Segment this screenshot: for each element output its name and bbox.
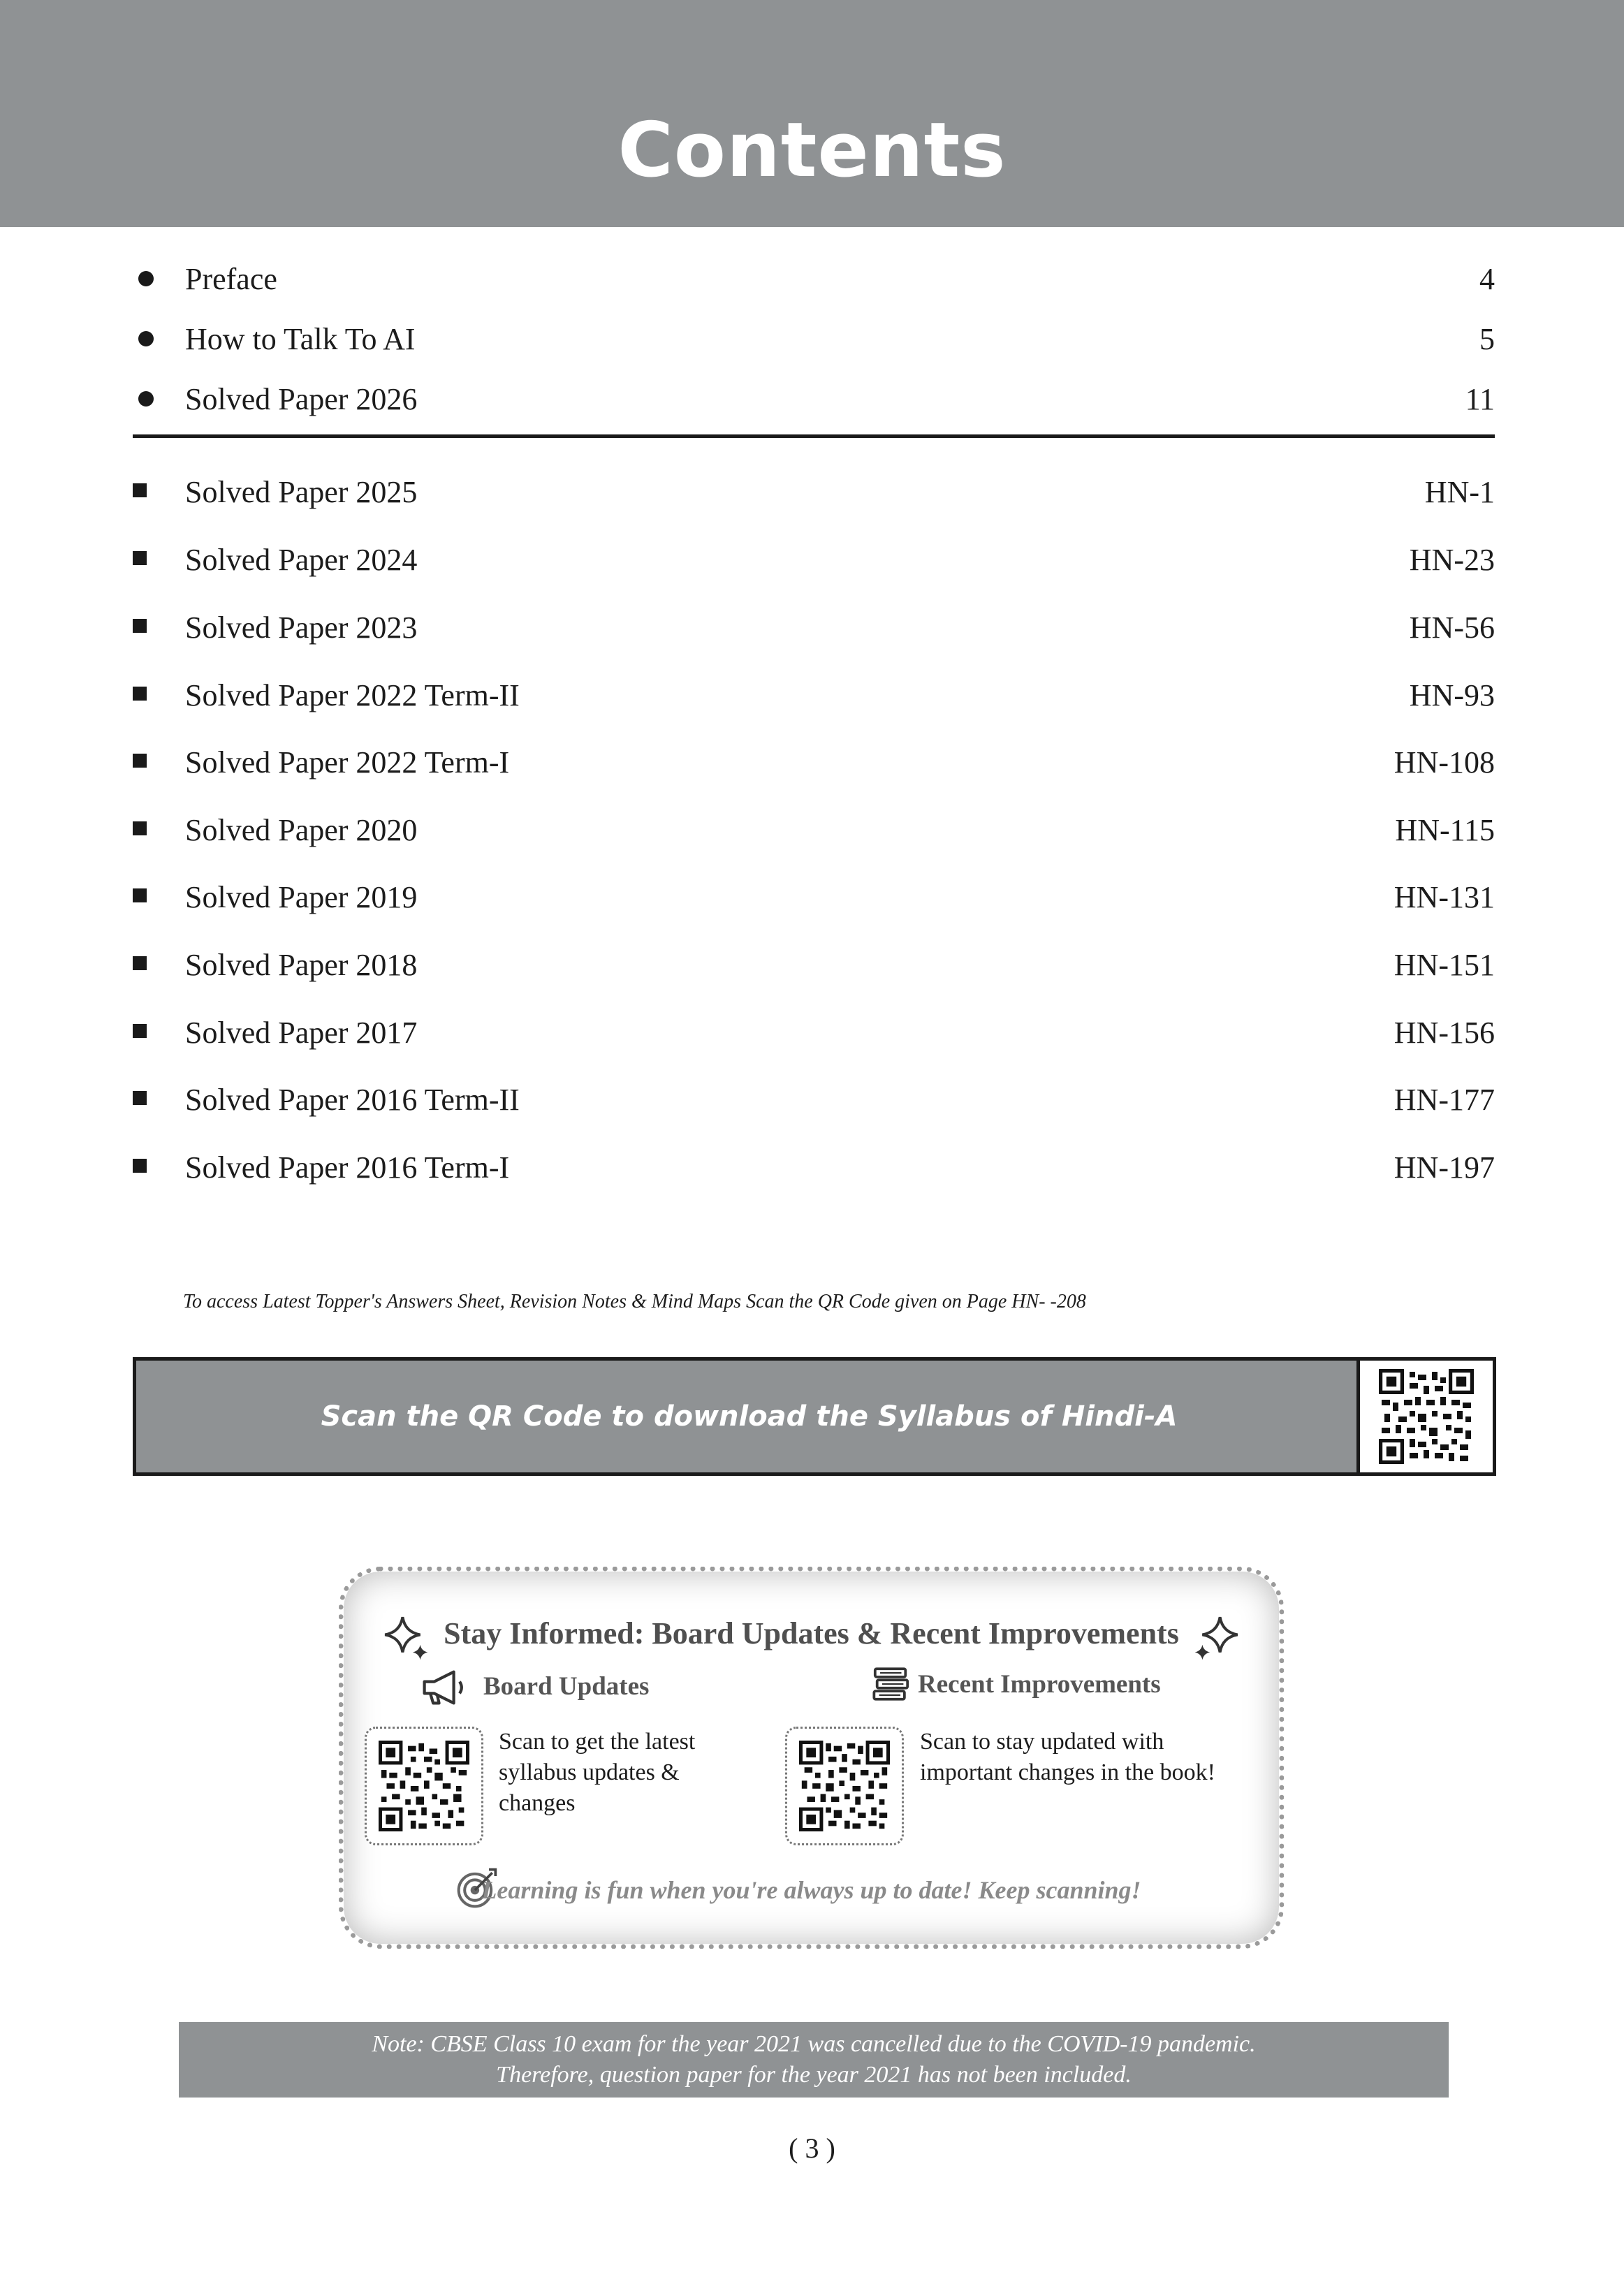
toc-entry-label: Solved Paper 2023 bbox=[185, 610, 418, 645]
toc-entry-page: HN-177 bbox=[1393, 1083, 1495, 1117]
toc-entry-page: HN-23 bbox=[1409, 543, 1495, 577]
stay-informed-title: Stay Informed: Board Updates & Recent Improvements bbox=[444, 1616, 1179, 1650]
toc-entry-label: Solved Paper 2025 bbox=[185, 475, 418, 509]
board-updates-heading: Board Updates bbox=[483, 1672, 650, 1701]
bullet-square-icon bbox=[133, 1091, 147, 1105]
toc-entry-label: Solved Paper 2026 bbox=[185, 382, 418, 416]
recent-improvements-heading: Recent Improvements bbox=[918, 1670, 1161, 1699]
bullet-square-icon bbox=[133, 956, 147, 970]
toc-entry-page: HN-131 bbox=[1393, 880, 1495, 914]
toc-entry-page: HN-56 bbox=[1409, 610, 1495, 645]
toc-entry-page: 4 bbox=[1479, 262, 1495, 296]
contents-header bbox=[0, 0, 1624, 227]
books-stack-icon bbox=[871, 1664, 912, 1704]
bullet-square-icon bbox=[133, 754, 147, 768]
toc-entry-label: Solved Paper 2016 Term-I bbox=[185, 1150, 510, 1185]
toc-entry-label: Solved Paper 2020 bbox=[185, 813, 418, 847]
bullet-square-icon bbox=[133, 821, 147, 835]
toc-entry-label: Solved Paper 2022 Term-II bbox=[185, 678, 520, 712]
toc-entry-label: How to Talk To AI bbox=[185, 322, 416, 356]
qr-code-icon bbox=[1379, 1369, 1474, 1464]
toc-entry-page: HN-197 bbox=[1393, 1150, 1495, 1185]
toc-entry-page: HN-108 bbox=[1393, 745, 1495, 779]
bullet-square-icon bbox=[133, 1159, 147, 1173]
toc-entry-solved-paper-2020[interactable] bbox=[133, 806, 1495, 855]
toc-entry-page: HN-93 bbox=[1409, 678, 1495, 712]
megaphone-icon bbox=[420, 1668, 469, 1707]
syllabus-banner-text: Scan the QR Code to download the Syllabus of Hindi-A bbox=[321, 1400, 1178, 1433]
toc-entry-preface[interactable] bbox=[133, 255, 1495, 304]
page-title: Contents bbox=[617, 107, 1007, 194]
toc-entry-page: HN-1 bbox=[1424, 475, 1495, 509]
covid-note-line-1: Note: CBSE Class 10 exam for the year 2021 was cancelled due to the COVID-19 pandemic. bbox=[372, 2031, 1256, 2057]
toc-entry-solved-paper-2016-term-1[interactable] bbox=[133, 1143, 1495, 1192]
qr-code-icon bbox=[379, 1741, 469, 1831]
bullet-dot-icon bbox=[138, 331, 154, 346]
toc-entry-solved-paper-2017[interactable] bbox=[133, 1009, 1495, 1057]
toc-entry-solved-paper-2022-term-1[interactable] bbox=[133, 738, 1495, 787]
bullet-square-icon bbox=[133, 687, 147, 701]
toc-entry-label: Solved Paper 2016 Term-II bbox=[185, 1083, 520, 1117]
covid-note bbox=[179, 2022, 1449, 2098]
toc-entry-how-to-talk-to-ai[interactable] bbox=[133, 315, 1495, 364]
toc-entry-label: Solved Paper 2018 bbox=[185, 948, 418, 982]
bullet-square-icon bbox=[133, 888, 147, 902]
toc-entry-label: Preface bbox=[185, 262, 277, 296]
bullet-square-icon bbox=[133, 1024, 147, 1038]
toc-entry-solved-paper-2022-term-2[interactable] bbox=[133, 671, 1495, 720]
toc-entry-label: Solved Paper 2024 bbox=[185, 543, 418, 577]
bullet-square-icon bbox=[133, 483, 147, 497]
syllabus-qr-code[interactable] bbox=[1356, 1361, 1493, 1472]
toc-entry-solved-paper-2025[interactable] bbox=[133, 468, 1495, 517]
qr-code-icon bbox=[799, 1741, 890, 1831]
stay-informed-tagline: Learning is fun when you're always up to date! Keep scanning! bbox=[481, 1876, 1141, 1904]
toc-entry-page: HN-115 bbox=[1395, 813, 1495, 847]
toc-entry-page: 5 bbox=[1479, 322, 1495, 356]
bullet-dot-icon bbox=[138, 391, 154, 407]
toc-entry-label: Solved Paper 2022 Term-I bbox=[185, 745, 510, 779]
toc-entry-solved-paper-2019[interactable] bbox=[133, 873, 1495, 922]
toc-entry-page: HN-151 bbox=[1393, 948, 1495, 982]
bullet-square-icon bbox=[133, 551, 147, 565]
toc-entry-label: Solved Paper 2019 bbox=[185, 880, 418, 914]
toc-entry-label: Solved Paper 2017 bbox=[185, 1016, 418, 1050]
board-updates-qr-code[interactable] bbox=[365, 1727, 483, 1845]
toc-entry-page: HN-156 bbox=[1393, 1016, 1495, 1050]
bullet-dot-icon bbox=[138, 271, 154, 286]
access-note: To access Latest Topper's Answers Sheet, Revision Notes & Mind Maps Scan the QR Code given on Page HN- -208 bbox=[183, 1291, 1086, 1312]
toc-entry-solved-paper-2023[interactable] bbox=[133, 603, 1495, 652]
bullet-square-icon bbox=[133, 619, 147, 633]
toc-entry-solved-paper-2016-term-2[interactable] bbox=[133, 1076, 1495, 1125]
stay-informed-card bbox=[339, 1567, 1284, 1949]
recent-improvements-description: Scan to stay updated with important changes in the book! bbox=[920, 1729, 1216, 1785]
recent-improvements-qr-code[interactable] bbox=[785, 1727, 904, 1845]
toc-divider bbox=[133, 434, 1495, 438]
covid-note-line-2: Therefore, question paper for the year 2021 has not been included. bbox=[496, 2062, 1132, 2088]
toc-entry-solved-paper-2026[interactable] bbox=[133, 375, 1495, 424]
page-number: ( 3 ) bbox=[789, 2132, 835, 2164]
board-updates-description: Scan to get the latest syllabus updates & changes bbox=[499, 1729, 696, 1816]
syllabus-banner bbox=[133, 1357, 1496, 1476]
toc-entry-page: 11 bbox=[1465, 382, 1495, 416]
sparkle-icon bbox=[1192, 1612, 1243, 1662]
toc-entry-solved-paper-2024[interactable] bbox=[133, 536, 1495, 585]
toc-entry-solved-paper-2018[interactable] bbox=[133, 941, 1495, 990]
